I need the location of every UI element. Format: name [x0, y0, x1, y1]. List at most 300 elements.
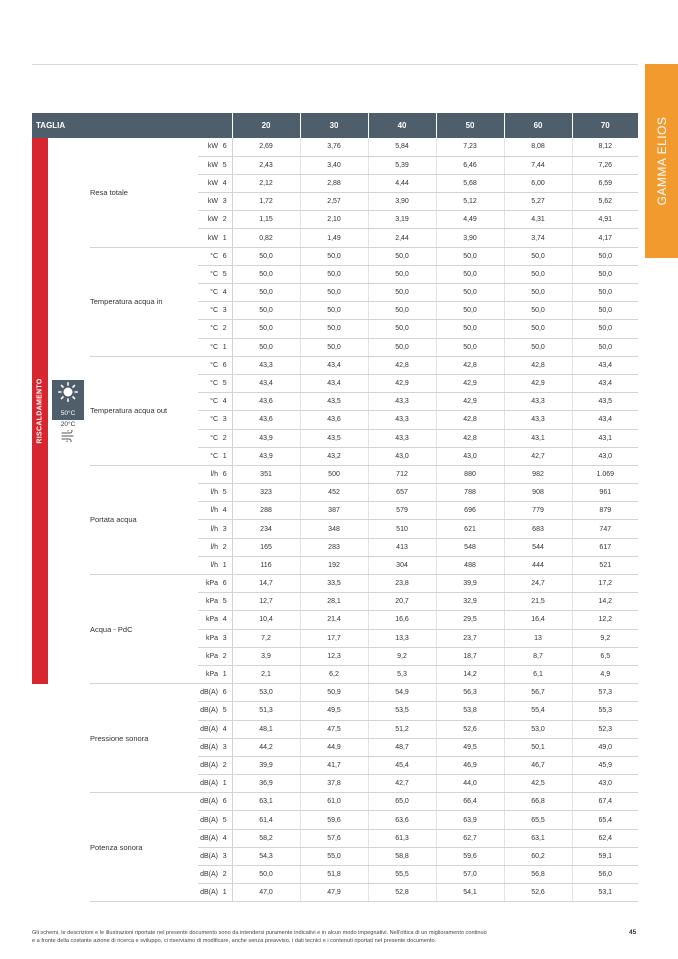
value-cell: 50,0: [436, 284, 504, 302]
value-cell: 50,0: [300, 302, 368, 320]
value-cell: 548: [436, 538, 504, 556]
value-cell: 6,2: [300, 665, 368, 683]
unit-cell: °C: [198, 429, 218, 447]
value-cell: 351: [232, 465, 300, 483]
step-cell: 6: [218, 465, 232, 483]
value-cell: 43,5: [300, 429, 368, 447]
value-cell: 488: [436, 556, 504, 574]
page-number: 45: [629, 929, 637, 936]
value-cell: 54,3: [232, 847, 300, 865]
step-cell: 5: [218, 156, 232, 174]
value-cell: 54,1: [436, 884, 504, 902]
step-cell: 5: [218, 811, 232, 829]
value-cell: 43,4: [572, 374, 638, 392]
value-cell: 62,7: [436, 829, 504, 847]
unit-cell: l/h: [198, 520, 218, 538]
value-cell: 21,5: [504, 593, 572, 611]
value-cell: 17,7: [300, 629, 368, 647]
step-cell: 3: [218, 302, 232, 320]
value-cell: 21,4: [300, 611, 368, 629]
value-cell: 7,2: [232, 629, 300, 647]
group-label: Temperatura acqua out: [90, 356, 198, 465]
value-cell: 2,88: [300, 174, 368, 192]
blank-cell: [32, 684, 90, 902]
unit-cell: °C: [198, 284, 218, 302]
group-label: Potenza sonora: [90, 793, 198, 902]
value-cell: 4,49: [436, 211, 504, 229]
value-cell: 16,6: [368, 611, 436, 629]
value-cell: 7,26: [572, 156, 638, 174]
value-cell: 57,6: [300, 829, 368, 847]
value-cell: 50,0: [572, 265, 638, 283]
unit-cell: dB(A): [198, 847, 218, 865]
value-cell: 56,3: [436, 684, 504, 702]
hot-water-temp-label: 50°C: [60, 410, 76, 417]
value-cell: 39,9: [232, 756, 300, 774]
value-cell: 50,0: [572, 320, 638, 338]
value-cell: 779: [504, 502, 572, 520]
value-cell: 53,5: [368, 702, 436, 720]
step-cell: 4: [218, 502, 232, 520]
step-cell: 1: [218, 447, 232, 465]
value-cell: 47,5: [300, 720, 368, 738]
value-cell: 58,2: [232, 829, 300, 847]
table-body: [32, 138, 638, 902]
value-cell: 42,8: [436, 356, 504, 374]
step-cell: 6: [218, 575, 232, 593]
value-cell: 579: [368, 502, 436, 520]
unit-cell: kPa: [198, 647, 218, 665]
value-cell: 7,44: [504, 156, 572, 174]
value-cell: 50,0: [572, 247, 638, 265]
value-cell: 0,82: [232, 229, 300, 247]
step-cell: 5: [218, 265, 232, 283]
unit-cell: l/h: [198, 465, 218, 483]
value-cell: 65,0: [368, 793, 436, 811]
value-cell: 9,2: [368, 647, 436, 665]
value-cell: 65,4: [572, 811, 638, 829]
value-cell: 42,9: [504, 374, 572, 392]
value-cell: 43,6: [232, 411, 300, 429]
unit-cell: dB(A): [198, 702, 218, 720]
value-cell: 51,8: [300, 866, 368, 884]
value-cell: 42,9: [436, 393, 504, 411]
value-cell: 52,6: [436, 720, 504, 738]
step-cell: 6: [218, 793, 232, 811]
value-cell: 961: [572, 484, 638, 502]
table-row: [32, 247, 638, 265]
step-cell: 3: [218, 193, 232, 211]
value-cell: 50,0: [232, 265, 300, 283]
value-cell: 43,6: [300, 411, 368, 429]
value-cell: 46,9: [436, 756, 504, 774]
value-cell: 116: [232, 556, 300, 574]
value-cell: 908: [504, 484, 572, 502]
value-cell: 8,12: [572, 138, 638, 156]
value-cell: 42,7: [504, 447, 572, 465]
value-cell: 44,2: [232, 738, 300, 756]
value-cell: 66,4: [436, 793, 504, 811]
value-cell: 53,0: [504, 720, 572, 738]
unit-cell: °C: [198, 411, 218, 429]
value-cell: 33,5: [300, 575, 368, 593]
value-cell: 3,74: [504, 229, 572, 247]
step-cell: 3: [218, 738, 232, 756]
value-cell: 1,49: [300, 229, 368, 247]
value-cell: 67,4: [572, 793, 638, 811]
value-cell: 2,10: [300, 211, 368, 229]
unit-cell: dB(A): [198, 811, 218, 829]
value-cell: 43,3: [232, 356, 300, 374]
value-cell: 43,3: [368, 411, 436, 429]
value-cell: 12,2: [572, 611, 638, 629]
unit-cell: kW: [198, 174, 218, 192]
value-cell: 5,84: [368, 138, 436, 156]
value-cell: 59,6: [300, 811, 368, 829]
value-cell: 48,7: [368, 738, 436, 756]
value-cell: 50,0: [504, 302, 572, 320]
value-cell: 23,8: [368, 575, 436, 593]
unit-cell: °C: [198, 374, 218, 392]
value-cell: 387: [300, 502, 368, 520]
unit-cell: °C: [198, 302, 218, 320]
value-cell: 42,8: [436, 429, 504, 447]
value-cell: 42,8: [436, 411, 504, 429]
unit-cell: l/h: [198, 556, 218, 574]
value-cell: 50,0: [232, 338, 300, 356]
value-cell: 712: [368, 465, 436, 483]
value-cell: 37,8: [300, 775, 368, 793]
value-cell: 657: [368, 484, 436, 502]
value-cell: 14,7: [232, 575, 300, 593]
value-cell: 43,6: [232, 393, 300, 411]
step-cell: 6: [218, 138, 232, 156]
unit-cell: °C: [198, 247, 218, 265]
unit-cell: dB(A): [198, 684, 218, 702]
disclaimer-line: e a fronte della costante azione di ricerca e sviluppo, ci riserviamo di modificare, anche senza preavviso, i dati tecnici e i contenuti riportati nel presente documento.: [32, 938, 437, 944]
value-cell: 48,1: [232, 720, 300, 738]
value-cell: 59,6: [436, 847, 504, 865]
value-cell: 20,7: [368, 593, 436, 611]
unit-cell: °C: [198, 447, 218, 465]
value-cell: 50,0: [504, 338, 572, 356]
disclaimer-line: Gli schemi, le descrizioni e le illustrazioni riportate nel presente documento sono da intendersi puramente indicativi e in alcun modo impegnativi. Nell'ottica di un miglioramento continuo: [32, 930, 487, 936]
value-cell: 42,5: [504, 775, 572, 793]
value-cell: 57,3: [572, 684, 638, 702]
value-cell: 4,31: [504, 211, 572, 229]
header-size: 20: [232, 113, 300, 138]
value-cell: 43,4: [572, 356, 638, 374]
value-cell: 43,3: [504, 411, 572, 429]
step-cell: 2: [218, 756, 232, 774]
sun-icon: [58, 382, 78, 402]
unit-cell: dB(A): [198, 884, 218, 902]
unit-cell: l/h: [198, 502, 218, 520]
value-cell: 3,9: [232, 647, 300, 665]
table-row: [32, 138, 638, 156]
unit-cell: kW: [198, 211, 218, 229]
value-cell: 63,1: [232, 793, 300, 811]
value-cell: 53,1: [572, 884, 638, 902]
value-cell: 2,44: [368, 229, 436, 247]
value-cell: 62,4: [572, 829, 638, 847]
value-cell: 42,8: [504, 356, 572, 374]
value-cell: 12,7: [232, 593, 300, 611]
value-cell: 63,9: [436, 811, 504, 829]
value-cell: 42,9: [436, 374, 504, 392]
value-cell: 43,4: [300, 356, 368, 374]
value-cell: 61,4: [232, 811, 300, 829]
value-cell: 51,3: [232, 702, 300, 720]
value-cell: 50,0: [300, 338, 368, 356]
value-cell: 43,0: [572, 447, 638, 465]
air-temp-label: 20°C: [60, 421, 76, 428]
step-cell: 5: [218, 593, 232, 611]
table-row: [32, 793, 638, 811]
value-cell: 4,17: [572, 229, 638, 247]
value-cell: 50,0: [436, 320, 504, 338]
value-cell: 47,0: [232, 884, 300, 902]
value-cell: 43,4: [232, 374, 300, 392]
unit-cell: l/h: [198, 538, 218, 556]
unit-cell: kPa: [198, 575, 218, 593]
value-cell: 617: [572, 538, 638, 556]
step-cell: 1: [218, 884, 232, 902]
value-cell: 10,4: [232, 611, 300, 629]
value-cell: 43,4: [572, 411, 638, 429]
value-cell: 50,0: [368, 247, 436, 265]
value-cell: 12,3: [300, 647, 368, 665]
value-cell: 59,1: [572, 847, 638, 865]
value-cell: 63,6: [368, 811, 436, 829]
value-cell: 52,8: [368, 884, 436, 902]
value-cell: 696: [436, 502, 504, 520]
header-size: 40: [368, 113, 436, 138]
step-cell: 2: [218, 866, 232, 884]
value-cell: 6,46: [436, 156, 504, 174]
value-cell: 2,12: [232, 174, 300, 192]
step-cell: 1: [218, 556, 232, 574]
table-row: [32, 575, 638, 593]
header-size: 50: [436, 113, 504, 138]
value-cell: 747: [572, 520, 638, 538]
value-cell: 6,1: [504, 665, 572, 683]
value-cell: 2,57: [300, 193, 368, 211]
group-label: Acqua - PdC: [90, 575, 198, 684]
unit-cell: kW: [198, 138, 218, 156]
value-cell: 5,27: [504, 193, 572, 211]
value-cell: 63,1: [504, 829, 572, 847]
side-tab: [645, 64, 678, 258]
value-cell: 46,7: [504, 756, 572, 774]
value-cell: 50,0: [436, 338, 504, 356]
unit-cell: °C: [198, 320, 218, 338]
table-row: [32, 465, 638, 483]
unit-cell: kW: [198, 229, 218, 247]
value-cell: 14,2: [436, 665, 504, 683]
value-cell: 45,9: [572, 756, 638, 774]
value-cell: 44,9: [300, 738, 368, 756]
value-cell: 49,5: [300, 702, 368, 720]
value-cell: 5,39: [368, 156, 436, 174]
value-cell: 234: [232, 520, 300, 538]
step-cell: 3: [218, 520, 232, 538]
value-cell: 5,62: [572, 193, 638, 211]
value-cell: 50,0: [232, 302, 300, 320]
value-cell: 50,1: [504, 738, 572, 756]
value-cell: 42,7: [368, 775, 436, 793]
header-size: 60: [504, 113, 572, 138]
value-cell: 288: [232, 502, 300, 520]
unit-cell: kW: [198, 193, 218, 211]
value-cell: 323: [232, 484, 300, 502]
value-cell: 500: [300, 465, 368, 483]
step-cell: 2: [218, 647, 232, 665]
step-cell: 4: [218, 174, 232, 192]
heating-mode-icon: [52, 380, 84, 420]
value-cell: 45,4: [368, 756, 436, 774]
step-cell: 1: [218, 665, 232, 683]
value-cell: 13,3: [368, 629, 436, 647]
value-cell: 55,4: [504, 702, 572, 720]
top-rule: [32, 64, 638, 65]
value-cell: 56,8: [504, 866, 572, 884]
header-taglia: TAGLIA: [32, 113, 232, 138]
value-cell: 510: [368, 520, 436, 538]
unit-cell: dB(A): [198, 793, 218, 811]
value-cell: 51,2: [368, 720, 436, 738]
value-cell: 50,0: [368, 284, 436, 302]
value-cell: 50,0: [368, 338, 436, 356]
value-cell: 50,0: [504, 284, 572, 302]
value-cell: 36,9: [232, 775, 300, 793]
value-cell: 28,1: [300, 593, 368, 611]
group-label: Resa totale: [90, 138, 198, 247]
value-cell: 50,0: [504, 320, 572, 338]
value-cell: 42,8: [368, 356, 436, 374]
value-cell: 348: [300, 520, 368, 538]
step-cell: 6: [218, 356, 232, 374]
value-cell: 50,0: [232, 320, 300, 338]
step-cell: 2: [218, 538, 232, 556]
value-cell: 4,91: [572, 211, 638, 229]
footer-disclaimer: [32, 929, 617, 945]
section-stripe: [32, 138, 48, 684]
unit-cell: °C: [198, 338, 218, 356]
value-cell: 5,3: [368, 665, 436, 683]
unit-cell: kPa: [198, 665, 218, 683]
unit-cell: dB(A): [198, 756, 218, 774]
value-cell: 65,5: [504, 811, 572, 829]
value-cell: 165: [232, 538, 300, 556]
step-cell: 3: [218, 411, 232, 429]
step-cell: 4: [218, 393, 232, 411]
value-cell: 7,23: [436, 138, 504, 156]
value-cell: 18,7: [436, 647, 504, 665]
value-cell: 8,08: [504, 138, 572, 156]
value-cell: 3,76: [300, 138, 368, 156]
value-cell: 43,4: [300, 374, 368, 392]
value-cell: 6,5: [572, 647, 638, 665]
value-cell: 50,0: [572, 302, 638, 320]
value-cell: 192: [300, 556, 368, 574]
value-cell: 55,5: [368, 866, 436, 884]
value-cell: 3,19: [368, 211, 436, 229]
value-cell: 621: [436, 520, 504, 538]
step-cell: 3: [218, 629, 232, 647]
unit-cell: °C: [198, 356, 218, 374]
value-cell: 4,44: [368, 174, 436, 192]
value-cell: 50,0: [232, 866, 300, 884]
spec-table: [32, 113, 638, 902]
step-cell: 1: [218, 229, 232, 247]
value-cell: 50,0: [300, 284, 368, 302]
step-cell: 2: [218, 211, 232, 229]
value-cell: 16,4: [504, 611, 572, 629]
value-cell: 50,0: [436, 247, 504, 265]
value-cell: 43,3: [368, 393, 436, 411]
value-cell: 50,0: [368, 302, 436, 320]
value-cell: 43,0: [368, 447, 436, 465]
value-cell: 4,9: [572, 665, 638, 683]
step-cell: 4: [218, 720, 232, 738]
value-cell: 50,0: [368, 265, 436, 283]
value-cell: 61,3: [368, 829, 436, 847]
value-cell: 52,6: [504, 884, 572, 902]
value-cell: 544: [504, 538, 572, 556]
step-cell: 6: [218, 684, 232, 702]
value-cell: 1,15: [232, 211, 300, 229]
value-cell: 54,9: [368, 684, 436, 702]
value-cell: 788: [436, 484, 504, 502]
table-row: [32, 684, 638, 702]
unit-cell: kPa: [198, 629, 218, 647]
value-cell: 43,2: [300, 447, 368, 465]
value-cell: 2,43: [232, 156, 300, 174]
value-cell: 3,40: [300, 156, 368, 174]
value-cell: 32,9: [436, 593, 504, 611]
step-cell: 3: [218, 847, 232, 865]
value-cell: 50,0: [368, 320, 436, 338]
value-cell: 50,0: [572, 284, 638, 302]
value-cell: 1,72: [232, 193, 300, 211]
step-cell: 4: [218, 611, 232, 629]
value-cell: 880: [436, 465, 504, 483]
value-cell: 50,0: [436, 265, 504, 283]
value-cell: 50,0: [300, 320, 368, 338]
value-cell: 55,3: [572, 702, 638, 720]
side-tab-label: GAMMA ELIOS: [654, 116, 669, 206]
step-cell: 5: [218, 374, 232, 392]
unit-cell: °C: [198, 393, 218, 411]
unit-cell: °C: [198, 265, 218, 283]
value-cell: 521: [572, 556, 638, 574]
value-cell: 55,0: [300, 847, 368, 865]
value-cell: 283: [300, 538, 368, 556]
value-cell: 43,5: [300, 393, 368, 411]
value-cell: 52,3: [572, 720, 638, 738]
value-cell: 8,7: [504, 647, 572, 665]
unit-cell: kPa: [198, 593, 218, 611]
value-cell: 50,0: [232, 247, 300, 265]
value-cell: 29,5: [436, 611, 504, 629]
value-cell: 2,1: [232, 665, 300, 683]
table-header-row: [32, 113, 638, 138]
value-cell: 50,0: [504, 265, 572, 283]
value-cell: 24,7: [504, 575, 572, 593]
value-cell: 56,7: [504, 684, 572, 702]
value-cell: 44,0: [436, 775, 504, 793]
